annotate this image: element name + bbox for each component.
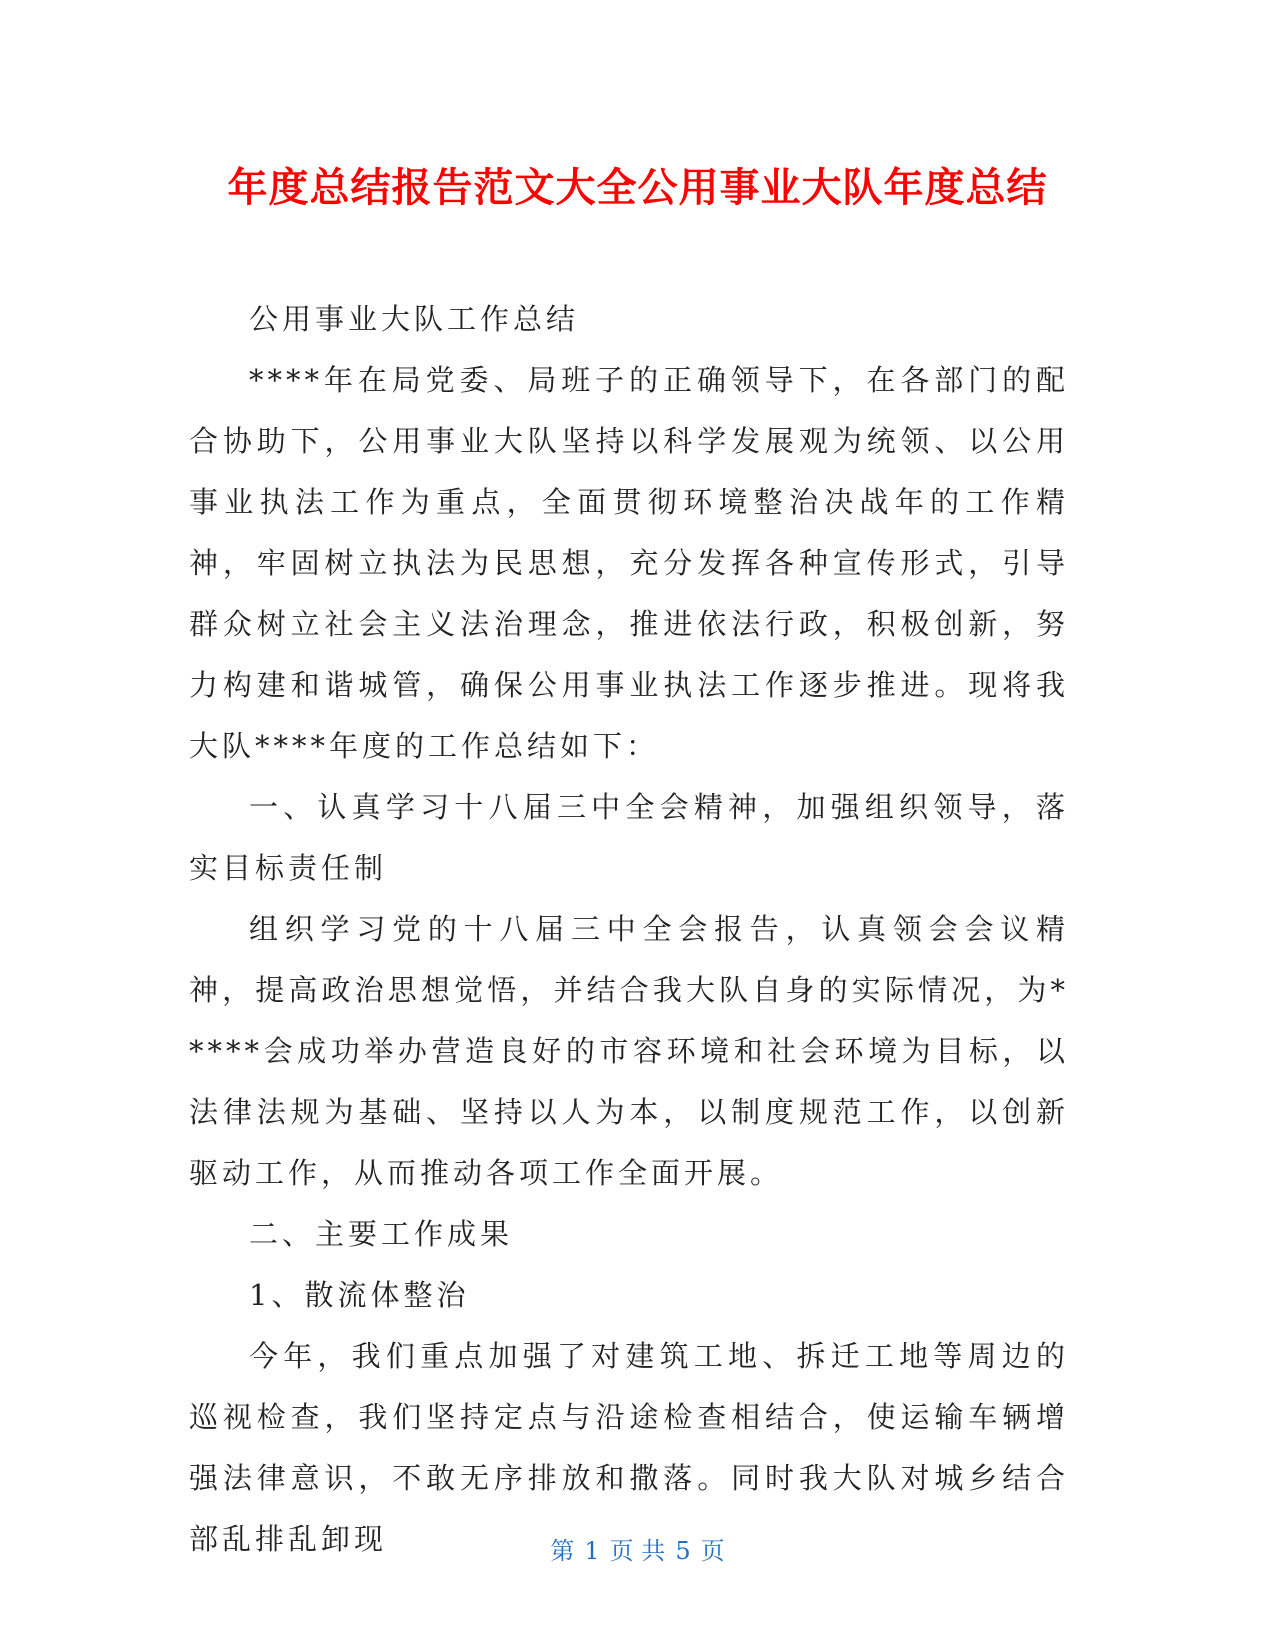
section-heading-2: 二、主要工作成果 (249, 1217, 514, 1251)
document-title: 年度总结报告范文大全公用事业大队年度总结 (227, 165, 1048, 211)
section-heading-1: 一、认真学习十八届三中全会精神，加强组织领导，落实目标责任制 (189, 790, 1069, 885)
current-page-number: 1 (584, 1537, 600, 1565)
subsection-heading-1: 1、散流体整治 (249, 1278, 470, 1312)
paragraph-section-1: 组织学习党的十八届三中全会报告，认真领会会议精神，提高政治思想觉悟，并结合我大队自身的实际情况，为*****会成功举办营造良好的市容环境和社会环境为目标，以法律法规为基础、坚持以人为本，以制度规范工作，以创新驱动工作，从而推动各项工作全面开展。 (189, 912, 1069, 1190)
paragraph-subtitle: 公用事业大队工作总结 (249, 302, 580, 336)
document-body (189, 289, 1069, 1570)
paragraph-intro: ****年在局党委、局班子的正确领导下，在各部门的配合协助下，公用事业大队坚持以科学发展观为统领、以公用事业执法工作为重点，全面贯彻环境整治决战年的工作精神，牢固树立执法为民思想，充分发挥各种宣传形式，引导群众树立社会主义法治理念，推进依法行政，积极创新，努力构建和谐城管，确保公用事业执法工作逐步推进。现将我大队****年度的工作总结如下： (189, 363, 1069, 763)
paragraph-subsection-1: 今年，我们重点加强了对建筑工地、拆迁工地等周边的巡视检查，我们坚持定点与沿途检查相结合，使运输车辆增强法律意识，不敢无序排放和撒落。同时我大队对城乡结合部乱排乱卸现 (189, 1339, 1069, 1556)
page-label-prefix: 第 (550, 1537, 575, 1565)
total-pages-number: 5 (675, 1537, 691, 1565)
page-footer (0, 1535, 1275, 1567)
page-label-mid: 页 共 (609, 1537, 666, 1565)
page-label-suffix: 页 (700, 1537, 725, 1565)
